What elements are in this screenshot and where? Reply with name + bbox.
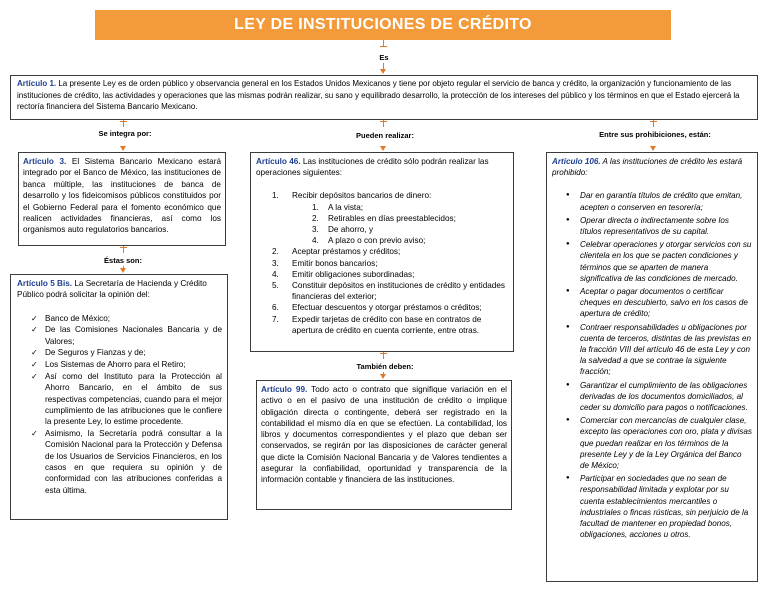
list-item: ✓ Así como del Instituto para la Protección al Ahorro Bancario, en el ámbito de sus respectivas competencias, cuando para el mejor cumplimiento de las atribuciones que le confiere la presente Ley, lo estime procedente.: [31, 371, 222, 427]
arrow-down-icon: [120, 268, 126, 273]
list-item: ✓ Banco de México;: [31, 313, 222, 324]
page-title: LEY DE INSTITUCIONES DE CRÉDITO: [95, 10, 671, 40]
list-item-text: De ahorro, y: [328, 225, 374, 235]
label-prohibiciones: Entre sus prohibiciones, están:: [599, 130, 711, 139]
arrow-down-icon: [650, 146, 656, 151]
articulo-3-text: El Sistema Bancario Mexicano estará integrado por el Banco de México, las instituciones de banca múltiple, las instituciones de banca de desarrollo y los fideicomisos públicos constituidos por el Gobierno Federal para el fomento económico que realicen actividades financieras, así como los organismos auto regulatorios bancarios.: [23, 157, 221, 235]
list-number: 1.: [272, 191, 279, 201]
list-item-text: Recibir depósitos bancarios de dinero:: [292, 191, 432, 201]
articulo-46-label: Artículo 46.: [256, 157, 301, 166]
list-item: ● Contraer responsabilidades u obligaciones por cuenta de terceros, distintas de las previstas en la fracción VIII del artículo 46 de esta Ley y con la salvedad a que se contrae la siguiente fracción;: [566, 322, 752, 378]
label-estas-son: Éstas son:: [104, 256, 142, 265]
list-item: [272, 269, 508, 280]
list-number: 3.: [312, 225, 319, 235]
list-number: 2.: [272, 247, 279, 257]
list-item-text: Emitir bonos bancarios;: [292, 258, 378, 268]
label-es: Es: [379, 53, 389, 62]
list-item: ● Garantizar el cumplimiento de las obligaciones derivadas de los documentos domiciliados, al ceder su domicilio para pagos o notificaciones.: [566, 380, 752, 414]
list-item-text: A la vista;: [328, 202, 364, 212]
articulo-1-box: [10, 75, 758, 120]
articulo-99-box: [256, 380, 512, 510]
articulo-106-text: A las instituciones de crédito les estará prohibido:: [552, 157, 743, 178]
list-number: 3.: [272, 258, 279, 268]
articulo-106-label: Artículo 106.: [552, 157, 601, 166]
list-item-text: Emitir obligaciones subordinadas;: [292, 269, 415, 279]
arrow-down-icon: [120, 146, 126, 151]
sub-list-item: [312, 213, 508, 224]
articulo-5-bis-label: Artículo 5 Bis.: [17, 279, 73, 288]
list-item: ● Participar en sociedades que no sean de responsabilidad limitada y explotar por su cuenta establecimientos mercantiles o industriales o fincas rústicas, sin perjuicio de la facultad de mantener en propiedad bonos, obligaciones, acciones u otros.: [566, 473, 752, 540]
list-item: [272, 302, 508, 313]
list-item-text: Expedir tarjetas de crédito con base en contratos de apertura de crédito en cuenta corriente, entre otras.: [292, 314, 482, 335]
list-item: ✓ Los Sistemas de Ahorro para el Retiro;: [31, 359, 222, 370]
articulo-106-intro: [552, 156, 752, 178]
list-item: ✓ Asimismo, la Secretaría podrá consultar a la Comisión Nacional para la Protección y Defensa de los Usuarios de Servicios Financieros, en los casos en que requiera su opinión y de conformidad con las atribuciones conferidas a esta última.: [31, 428, 222, 496]
connector-line: [120, 121, 127, 122]
list-item: ● Celebrar operaciones y otorgar servicios con su clientela en los que se pacten condiciones y términos que se aparten de manera significativa de las condiciones de mercado.: [566, 239, 752, 284]
list-number: 2.: [312, 213, 319, 223]
list-number: 4.: [272, 269, 279, 279]
articulo-5-bis-box: [10, 274, 228, 520]
articulo-46-sublist: [312, 202, 508, 247]
articulo-46-intro: [256, 156, 508, 178]
articulo-46-box: [250, 152, 514, 352]
list-number: 5.: [272, 281, 279, 291]
list-item: ● Comerciar con mercancías de cualquier clase, excepto las operaciones con oro, plata y divisas que puedan realizar en los términos de la presente Ley y de la Ley Orgánica del Banco de México;: [566, 415, 752, 471]
list-item: [272, 258, 508, 269]
connector-line: [120, 247, 127, 248]
list-item-text: A plazo o con previo aviso;: [328, 236, 426, 246]
label-pueden-realizar: Pueden realizar:: [356, 131, 414, 140]
list-item-text: Retirables en días preestablecidos;: [328, 213, 456, 223]
articulo-99-text: Todo acto o contrato que signifique variación en el activo o en el pasivo de una institución de crédito o implique obligación directa o contingente, deberá ser registrado en la contabilidad el mismo día en que se efectúen. La contabilidad, los libros y documentos correspondientes y el plazo que deban ser conservados, se regirán por las disposiciones de carácter general que dicte la Comisión Nacional Bancaria y de Valores tendientes a asegurar la confiabilidad, oportunidad y transparencia de la información contable y financiera de las instituciones.: [261, 385, 507, 485]
list-item: ● Operar directa o indirectamente sobre los títulos representativos de su capital.: [566, 215, 752, 237]
list-item: ● Dar en garantía títulos de crédito que emitan, acepten o conserven en tesorería;: [566, 190, 752, 212]
connector-line: [380, 353, 387, 354]
list-item: [272, 314, 508, 336]
connector-line: [380, 46, 387, 47]
articulo-1-text: La presente Ley es de orden público y observancia general en los Estados Unidos Mexicanos y tiene por objeto regular el servicio de banca y crédito, la organización y funcionamiento de las instituciones de crédito, las actividades y operaciones que las mismas podrán realizar, su sano y equilibrado desarrollo, la protección de los intereses del público y los términos en que el Estado ejercerá la rectoría financiera del Sistema Bancario Mexicano.: [17, 79, 740, 111]
connector-line: [650, 121, 657, 122]
articulo-1-label: Artículo 1.: [17, 79, 57, 88]
articulo-46-list: [272, 190, 508, 336]
articulo-106-list: [566, 190, 752, 540]
list-item-text: Efectuar descuentos y otorgar préstamos o créditos;: [292, 303, 482, 313]
articulo-5-bis-text: La Secretaría de Hacienda y Crédito Público podrá solicitar la opinión del:: [17, 279, 207, 300]
sub-list-item: [312, 224, 508, 235]
list-item: ✓ De Seguros y Fianzas y de;: [31, 347, 222, 358]
list-item: [272, 280, 508, 302]
list-item: [272, 246, 508, 257]
sub-list-item: [312, 202, 508, 213]
list-item-text: Constituir depósitos en instituciones de crédito y entidades financieras del exterior;: [292, 281, 505, 302]
list-number: 1.: [312, 202, 319, 212]
connector-line: [380, 121, 387, 122]
label-se-integra: Se integra por:: [98, 129, 152, 138]
list-number: 7.: [272, 314, 279, 324]
arrow-down-icon: [380, 69, 386, 74]
arrow-down-icon: [380, 374, 386, 379]
list-item: ✓ De las Comisiones Nacionales Bancaria y de Valores;: [31, 324, 222, 347]
label-tambien-deben: También deben:: [356, 362, 414, 371]
arrow-down-icon: [380, 146, 386, 151]
list-number: 4.: [312, 236, 319, 246]
articulo-46-text: Las instituciones de crédito sólo podrán realizar las operaciones siguientes:: [256, 157, 489, 178]
list-item: ● Aceptar o pagar documentos o certificar cheques en descubierto, salvo en los casos de apertura de crédito;: [566, 286, 752, 320]
list-item: [272, 190, 508, 246]
articulo-5-bis-list: [31, 313, 222, 496]
articulo-5-bis-intro: [17, 278, 222, 301]
list-number: 6.: [272, 303, 279, 313]
sub-list-item: [312, 235, 508, 246]
articulo-3-label: Artículo 3.: [23, 157, 67, 166]
articulo-3-box: [18, 152, 226, 246]
list-item-text: Aceptar préstamos y créditos;: [292, 247, 401, 257]
articulo-106-box: [546, 152, 758, 582]
articulo-99-label: Artículo 99.: [261, 385, 308, 394]
